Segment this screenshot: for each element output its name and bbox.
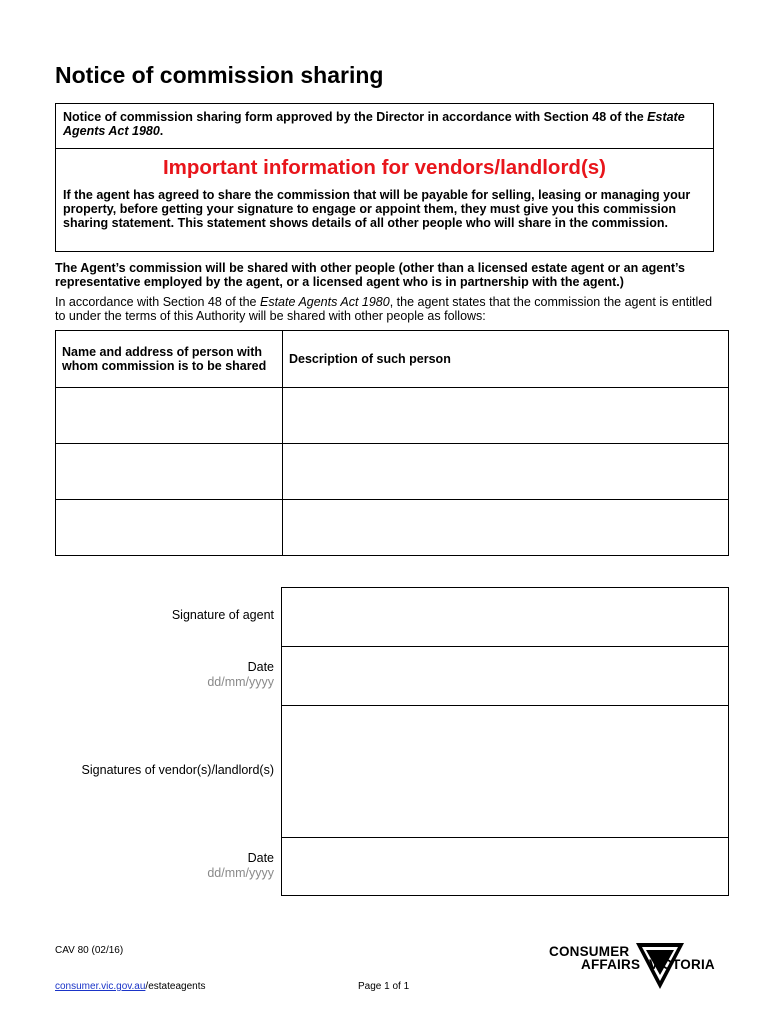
agent-signature-field[interactable] [281, 587, 729, 647]
vendor-date-hint: dd/mm/yyyy [207, 866, 274, 880]
description-cell[interactable] [283, 444, 729, 500]
agent-date-field[interactable] [281, 646, 729, 706]
table-row [56, 500, 729, 556]
vendor-date-field[interactable] [281, 837, 729, 896]
vendor-signature-label: Signatures of vendor(s)/landlord(s) [81, 763, 274, 777]
table-header-row [56, 331, 729, 388]
agent-date-text: Date [247, 660, 274, 674]
agent-date-label [44, 660, 274, 690]
approval-text-end: . [159, 124, 164, 138]
logo-line-consumer: CONSUMER [549, 944, 630, 959]
name-address-cell[interactable] [56, 388, 283, 444]
approval-act: Estate Agents Act 1980 [63, 110, 685, 138]
table-row [56, 388, 729, 444]
vendor-date-label [44, 851, 274, 881]
name-address-cell[interactable] [56, 500, 283, 556]
table-row [56, 444, 729, 500]
important-body: If the agent has agreed to share the commission that will be payable for selling, leasing or managing your property, before getting your signature to engage or appoint them, they must give you this commission sharing statement. This statement shows details of all other people who will share in the commission. [63, 188, 691, 230]
page-number: Page 1 of 1 [358, 981, 410, 992]
name-address-cell[interactable] [56, 444, 283, 500]
section-48-text: In accordance with Section 48 of the [55, 295, 260, 309]
form-code: CAV 80 (02/16) [55, 945, 124, 956]
table-header-name: Name and address of person with whom commission is to be shared [56, 331, 283, 388]
table-header-description: Description of such person [283, 331, 729, 388]
important-info-box [55, 148, 714, 252]
section-48-statement [55, 295, 720, 323]
website-path: /estateagents [145, 981, 206, 992]
website-link[interactable]: consumer.vic.gov.au [55, 981, 146, 992]
consumer-affairs-victoria-logo [549, 941, 724, 991]
vendor-signature-field[interactable] [281, 705, 729, 838]
important-heading: Important information for vendors/landlord(s) [162, 156, 607, 179]
approval-text: Notice of commission sharing form approved by the Director in accordance with Section 48 of the [63, 110, 648, 124]
description-cell[interactable] [283, 388, 729, 444]
agent-date-hint: dd/mm/yyyy [207, 675, 274, 689]
commission-shared-statement: The Agent’s commission will be shared with other people (other than a licensed estate agent or an agent’s representative employed by the agent, or a licensed agent who is in partnership with the agent.) [55, 261, 685, 289]
description-cell[interactable] [283, 500, 729, 556]
page-title: Notice of commission sharing [55, 62, 384, 88]
agent-signature-label: Signature of agent [171, 608, 274, 622]
commission-sharing-table [55, 330, 729, 556]
vendor-date-text: Date [247, 851, 274, 865]
section-48-act: Estate Agents Act 1980 [260, 295, 390, 309]
logo-line-victoria: VICTORIA [649, 957, 715, 972]
approval-notice [55, 103, 714, 149]
logo-line-affairs: AFFAIRS [581, 957, 641, 972]
section-48-text-end: , the agent states that the commission the agent is entitled to under the terms of this Authority will be shared with other people as follows: [55, 295, 713, 323]
footer-link-wrap [55, 981, 205, 992]
